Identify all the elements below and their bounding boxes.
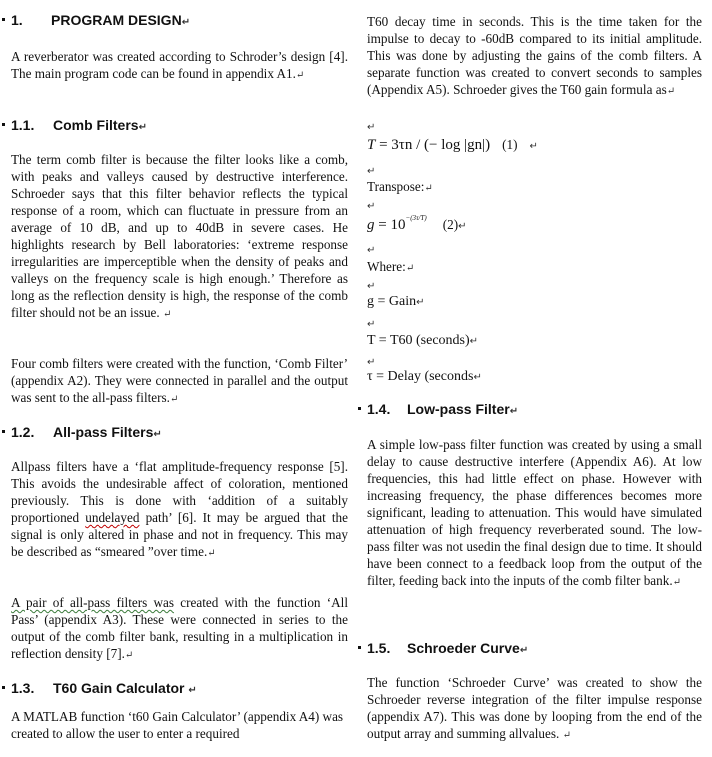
heading-number: 1. xyxy=(11,12,23,28)
paragraph-mark: ↵ xyxy=(519,645,529,656)
paragraph-mark: ↵ xyxy=(163,309,172,320)
heading-number: 1.2. xyxy=(11,424,35,440)
heading-title: Schroeder Curve xyxy=(407,640,520,656)
transpose-label xyxy=(367,178,702,197)
paragraph-text: created with the function ‘All Pass’ (appendix A3). These were connected in series to the output of the comb filter bank, resulting in a multiplication in reflection density [7]. xyxy=(11,595,348,661)
heading-title: Low-pass Filter xyxy=(407,401,510,417)
equation-lhs: T xyxy=(367,137,376,153)
paragraph-mark: ↵ xyxy=(458,221,467,232)
equation-1 xyxy=(367,136,702,154)
paragraph-mark: ↵ xyxy=(367,357,376,368)
paragraph-schroeder-curve xyxy=(367,674,702,744)
paragraph-mark: ↵ xyxy=(562,730,571,741)
heading-bullet xyxy=(2,123,5,126)
paragraph-text: T60 decay time in seconds. This is the time taken for the impulse to decay to -60dB compared to its initial amplitude. This was done by adjusting the gains of the comb filters. A separate function was created to convert seconds to samples (Appendix A5). Schroeder gives the T60 gain formula as xyxy=(367,14,702,97)
paragraph-mark: ↵ xyxy=(181,17,191,28)
paragraph-mark: ↵ xyxy=(367,319,376,330)
heading-allpass-filters xyxy=(11,424,162,443)
paragraph-low-pass xyxy=(367,436,702,591)
definition-text: T = T60 (seconds) xyxy=(367,333,470,348)
heading-title: All-pass Filters xyxy=(53,424,154,440)
paragraph-text: A reverberator was created according to Schroder’s design [4]. The main program code can be found in appendix A1. xyxy=(11,49,348,81)
paragraph-mark: ↵ xyxy=(672,577,682,588)
where-label xyxy=(367,258,702,277)
heading-low-pass-filter xyxy=(367,401,518,420)
paragraph-comb-filters-1 xyxy=(11,151,348,323)
heading-bullet xyxy=(358,407,361,410)
label-text: Where: xyxy=(367,259,406,274)
heading-number: 1.3. xyxy=(11,680,35,696)
heading-bullet xyxy=(358,646,361,649)
paragraph-comb-filters-2 xyxy=(11,355,348,408)
paragraph-t60-calc-continued xyxy=(367,13,702,100)
equation-exponent: −(3τ/T) xyxy=(405,214,427,222)
paragraph-mark: ↵ xyxy=(367,122,376,133)
equation-number: (2) xyxy=(442,217,459,232)
paragraph-mark: ↵ xyxy=(424,183,433,194)
heading-comb-filters xyxy=(11,117,147,136)
empty-line xyxy=(367,314,702,332)
paragraph-mark: ↵ xyxy=(188,685,197,696)
definition-text: g = Gain xyxy=(367,294,417,309)
grammar-flagged-text: A pair of all-pass filters was xyxy=(11,595,175,610)
definition-t xyxy=(367,331,702,349)
paragraph-allpass-1 xyxy=(11,458,348,562)
paragraph-text: The function ‘Schroeder Curve’ was created to show the Schroeder reverse integration of the filter impulse response (appendix A7). This was done by looping from the end of the output array and summing allvalues. xyxy=(367,675,702,741)
heading-program-design xyxy=(11,12,190,31)
paragraph-mark: ↵ xyxy=(469,336,479,347)
empty-line xyxy=(367,240,702,258)
heading-bullet xyxy=(2,686,5,689)
paragraph-mark: ↵ xyxy=(207,548,216,559)
equation-2 xyxy=(367,214,702,234)
paragraph-text: A MATLAB function ‘t60 Gain Calculator’ (appendix A4) was created to allow the user to enter a required xyxy=(11,709,344,741)
paragraph-mark: ↵ xyxy=(169,394,179,405)
heading-bullet xyxy=(2,430,5,433)
paragraph-text: Four comb filters were created with the function, ‘Comb Filter’ (appendix A2). They were connected in parallel and the output was sent to the all-pass filters. xyxy=(11,356,348,405)
heading-number: 1.5. xyxy=(367,640,391,656)
paragraph-mark: ↵ xyxy=(367,166,376,177)
paragraph-t60-calc xyxy=(11,708,348,742)
heading-t60-gain-calculator xyxy=(11,680,197,699)
paragraph-mark: ↵ xyxy=(367,281,376,292)
paragraph-mark: ↵ xyxy=(367,245,376,256)
paragraph-mark: ↵ xyxy=(138,122,147,133)
label-text: Transpose: xyxy=(367,179,425,194)
paragraph-mark: ↵ xyxy=(509,406,519,417)
paragraph-program-design xyxy=(11,48,348,84)
empty-line xyxy=(367,161,702,179)
heading-schroeder-curve xyxy=(367,640,528,659)
empty-line xyxy=(367,196,702,214)
empty-line xyxy=(367,117,702,135)
paragraph-text: The term comb filter is because the filter looks like a comb, with peaks and valleys caused by destructive interference. Schroeder says that this filter behavior reflects the typical response of a room, which can fluctuate in pressure from an average of 10 dB, and up to 40dB in severe cases. He highlights research by Bell laboratories: ‘extreme response irregularities are imperceptible when the density of peaks and valleys on the frequency scale is high enough.’ Therefore as long as the reflection density is high, the response of the comb filter should not be an issue. xyxy=(11,152,348,320)
definition-tau xyxy=(367,367,702,385)
paragraph-mark: ↵ xyxy=(416,297,425,308)
paragraph-mark: ↵ xyxy=(473,372,482,383)
equation-rhs: = 3τn / (− log |gn|) xyxy=(375,137,491,153)
heading-title: PROGRAM DESIGN xyxy=(51,12,182,28)
heading-number: 1.1. xyxy=(11,117,35,133)
paragraph-mark: ↵ xyxy=(666,86,676,97)
heading-title: Comb Filters xyxy=(53,117,139,133)
paragraph-mark: ↵ xyxy=(405,263,415,274)
paragraph-mark: ↵ xyxy=(153,429,162,440)
paragraph-mark: ↵ xyxy=(295,70,305,81)
paragraph-mark: ↵ xyxy=(124,650,134,661)
paragraph-allpass-2 xyxy=(11,594,348,664)
equation-lhs: g xyxy=(367,217,375,233)
heading-number: 1.4. xyxy=(367,401,391,417)
paragraph-mark: ↵ xyxy=(529,141,538,152)
definition-text: τ = Delay (seconds xyxy=(367,369,474,384)
heading-bullet xyxy=(2,18,5,21)
paragraph-text: path’ [6]. It may be argued that the signal is only altered in phase and not in frequency. This may be described as “smeared ”over time. xyxy=(11,510,348,559)
spellcheck-word: undelayed xyxy=(85,510,140,525)
equation-rhs: = 10 xyxy=(374,217,406,233)
paragraph-text: Allpass filters have a ‘flat amplitude-frequency response [5]. This avoids the undesirable affect of coloration, mentioned previously. This is done with ‘addition of a suitably proportioned xyxy=(11,459,348,525)
heading-title: T60 Gain Calculator xyxy=(53,680,185,696)
definition-g xyxy=(367,292,702,310)
paragraph-mark: ↵ xyxy=(367,201,376,212)
equation-number: (1) xyxy=(502,137,518,152)
paragraph-text: A simple low-pass filter function was created by using a small delay to cause destructive interfere (Appendix A6). At low frequencies, this had little effect on phase. However with increasing frequency, the phase differences becomes more significant, leading to attenuation. This would have simulated attenuation of high frequency reverberated sound. The low-pass filter was not usedin the final design due to time. It should have been connect to a feedback loop from the output of the filter, feeding back into the inputs of the comb filter bank. xyxy=(367,437,702,588)
